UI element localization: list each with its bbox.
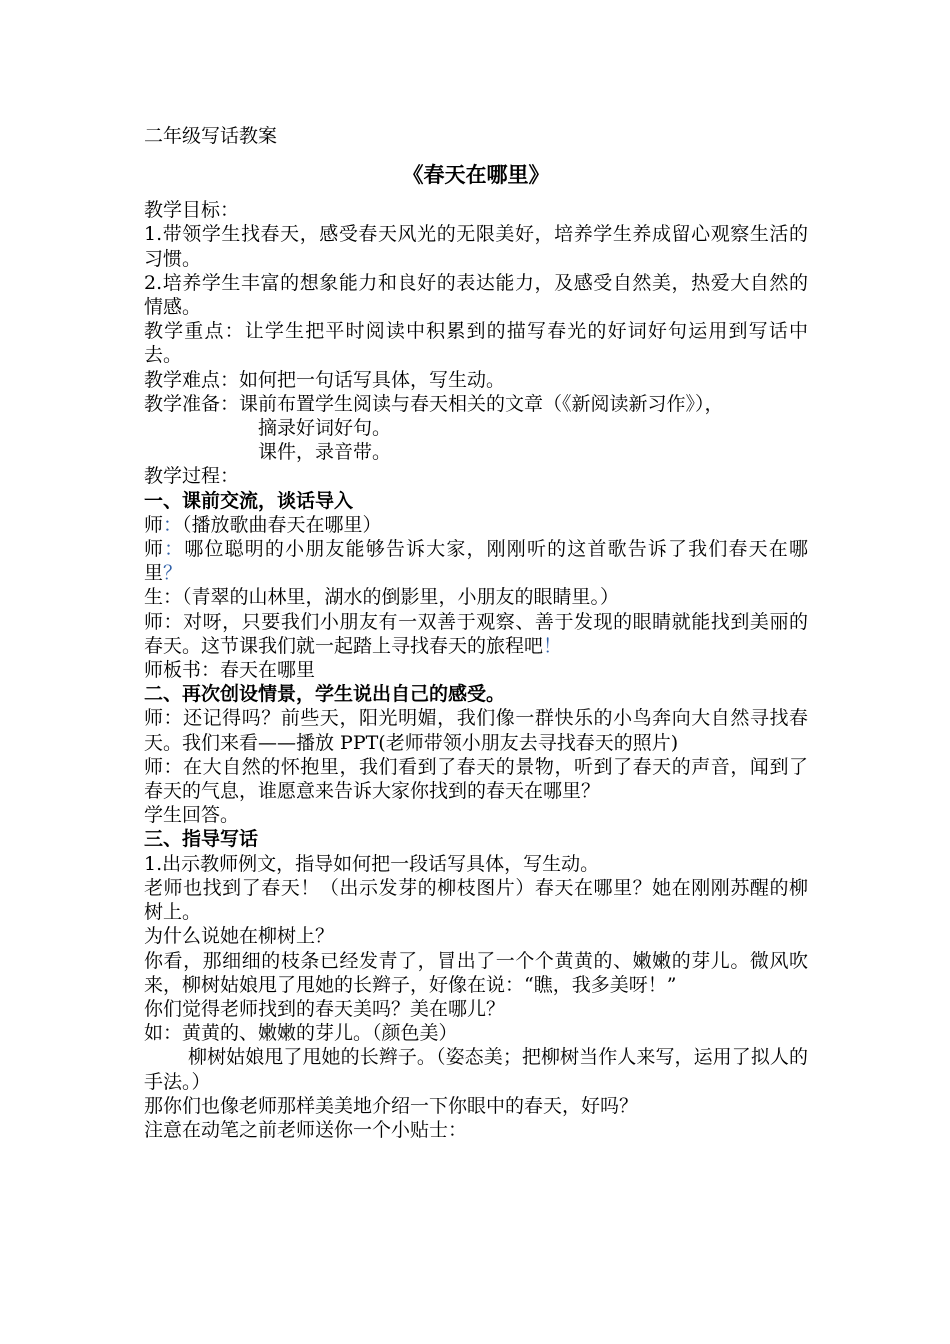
paragraph-17: 注意在动笔之前老师送你一个小贴士： [144, 1118, 468, 1141]
colon: ： [164, 538, 185, 561]
colon: ： [163, 513, 183, 536]
exclamation-mark: ！ [543, 634, 563, 657]
question-mark: ？ [163, 562, 183, 585]
paragraph-4 [144, 610, 808, 658]
text: 哪位聪明的小朋友能够告诉大家，刚刚听的这首歌告诉了我们春天在哪里 [144, 538, 808, 585]
goal-2: 2.培养学生丰富的想象能力和良好的表达能力，及感受自然美，热爱大自然的情感。 [144, 271, 808, 319]
goals-label: 教学目标： [144, 199, 240, 222]
process-label: 教学过程： [144, 465, 240, 488]
paragraph-12: 你看，那细细的枝条已经发青了，冒出了一个个黄黄的、嫩嫩的芽儿。微风吹来，柳树姑娘甩了甩她的长辫子，好像在说：“瞧，我多美呀！” [144, 949, 808, 996]
section-2-heading: 二、再次创设情景，学生说出自己的感受。 [144, 683, 506, 706]
paragraph-8: 学生回答。 [144, 804, 240, 827]
difficulty: 教学难点：如何把一句话写具体，写生动。 [144, 368, 506, 391]
preparation: 教学准备：课前布置学生阅读与春天相关的文章（《新阅读新习作》）， [144, 392, 724, 415]
paragraph-10: 老师也找到了春天！（出示发芽的柳枝图片）春天在哪里？她在刚刚苏醒的柳树上。 [144, 876, 808, 924]
paragraph-11: 为什么说她在柳树上？ [144, 925, 335, 948]
section-3-heading: 三、指导写话 [144, 828, 259, 851]
paragraph-6: 师：还记得吗？前些天，阳光明媚，我们像一群快乐的小鸟奔向大自然寻找春天。我们来看——播放 PPT(老师带领小朋友去寻找春天的照片) [144, 707, 808, 754]
paragraph-13: 你们觉得老师找到的春天美吗？美在哪儿？ [144, 997, 506, 1020]
paragraph-1 [144, 513, 808, 537]
section-1-heading: 一、课前交流，谈话导入 [144, 489, 354, 512]
paragraph-14: 如：黄黄的、嫩嫩的芽儿。（颜色美） [144, 1022, 458, 1045]
paragraph-3: 生：（青翠的山林里，湖水的倒影里，小朋友的眼睛里。） [144, 586, 620, 609]
goal-1: 1.带领学生找春天，感受春天风光的无限美好，培养学生养成留心观察生活的习惯。 [144, 223, 808, 270]
preparation-2: 摘录好词好句。 [258, 417, 392, 440]
text: 师：对呀，只要我们小朋友有一双善于观察、善于发现的眼睛就能找到美丽的春天。这节课我们就一起踏上寻找春天的旅程吧 [144, 610, 808, 657]
speaker: 师 [144, 538, 165, 561]
paragraph-16: 那你们也像老师那样美美地介绍一下你眼中的春天，好吗？ [144, 1094, 639, 1117]
text: （播放歌曲春天在哪里） [182, 513, 382, 536]
document-page [144, 124, 808, 1142]
paragraph-2 [144, 537, 808, 585]
preparation-3: 课件，录音带。 [258, 441, 392, 464]
key-point: 教学重点：让学生把平时阅读中积累到的描写春光的好词好句运用到写话中去。 [144, 320, 808, 367]
paragraph-7: 师：在大自然的怀抱里，我们看到了春天的景物，听到了春天的声音，闻到了春天的气息，谁愿意来告诉大家你找到的春天在哪里？ [144, 755, 808, 803]
paragraph-9: 1.出示教师例文，指导如何把一段话写具体，写生动。 [144, 852, 600, 875]
speaker: 师 [144, 513, 164, 536]
paragraph-15: 柳树姑娘甩了甩她的长辫子。（姿态美；把柳树当作人来写，运用了拟人的手法。） [144, 1046, 808, 1093]
doc-header: 二年级写话教案 [144, 125, 278, 147]
paragraph-5: 师板书：春天在哪里 [144, 659, 316, 682]
doc-title: 《春天在哪里》 [402, 162, 550, 188]
